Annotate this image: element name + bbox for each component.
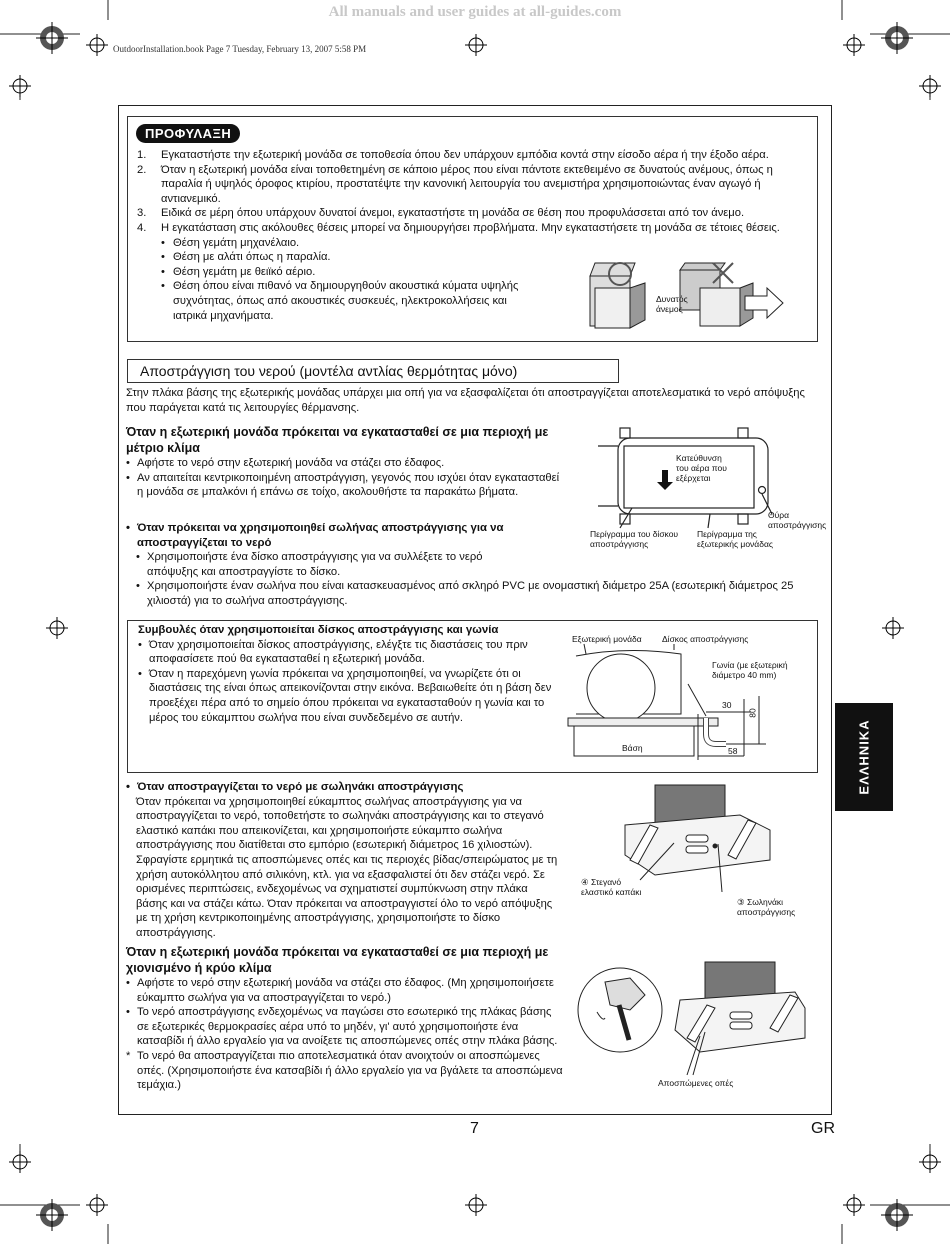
caution-badge: ΠΡΟΦΥΛΑΞΗ [136, 124, 240, 143]
wind-label: Δυνατός άνεμος [656, 294, 688, 314]
knockout-label: Αποσπώμενες οπές [658, 1078, 734, 1088]
caution-bullet: • Θέση γεμάτη μηχανέλαιο. [161, 236, 300, 249]
caution-item: 4. Η εγκατάσταση στις ακόλουθες θέσεις μπορεί να δημιουργήσει προβλήματα. Μην εγκαταστήσετε τη μονάδα σε τέτοιες θέσεις. [137, 221, 780, 234]
cold-bullet: • Το νερό αποστράγγισης ενδεχομένως να παγώσει στο εσωτερικό της πλάκας βάσης σε εξωτερικές θερμοκρασίες αέρα υπό το μηδέν, γι' αυτό χρησιμοποιήστε ένα κατσαβίδι ή άλλο εργαλείο για να ανοίξετε τις αποσπώμενες οπές στην πλάκα βάσης. [126, 1006, 558, 1048]
drain-tray-label: Δίσκος αποστράγγισης [662, 634, 749, 644]
language-tab: ΕΛΛΗΝΙΚΑ [835, 703, 893, 811]
caution-item: 3. Ειδικά σε μέρη όπου υπάρχουν δυνατοί άνεμοι, εγκαταστήστε τη μονάδα σε θέση που προφυλάσσεται από τον άνεμο. [137, 207, 745, 220]
mild-bullet: • Αφήστε το νερό στην εξωτερική μονάδα να στάζει στο έδαφος. [126, 457, 445, 469]
base-label: Βάση [622, 743, 643, 753]
hose-bullet: • Χρησιμοποιήστε ένα δίσκο αποστράγγισης για να συλλέξετε το νερό απόψυξης και αποστραγγίστε το δίσκο. [136, 551, 483, 578]
cold-bullet: • Αφήστε το νερό στην εξωτερική μονάδα να στάζει στο έδαφος. (Μη χρησιμοποιήσετε εύκαμπτο σωλήνα για να αποστραγγίζεται το νερό.) [126, 977, 554, 1004]
language-code: GR [811, 1120, 835, 1137]
watermark: All manuals and user guides at all-guides.com [328, 4, 622, 20]
tips-bullet: • Όταν χρησιμοποιείται δίσκος αποστράγγισης, ελέγξτε τις διαστάσεις του πριν αποφασίσετε πού θα εγκατασταθεί η εξωτερική μονάδα. [138, 638, 528, 666]
caution-bullet: • Θέση με αλάτι όπως η παραλία. [161, 251, 331, 264]
nipple-block: • Όταν αποστραγγίζεται το νερό με σωληνάκι αποστράγγισης Όταν πρόκειται να χρησιμοποιηθεί εύκαμπτος σωλήνας αποστράγγισης για να αποστραγγίζεται το νερό, τοποθετήστε το σωληνάκι αποστράγγισης και το στεγανό ελαστικό καπάκι που απεικονίζεται, και χρησιμοποιήστε εύκαμπτο σωλήνα αποστράγγισης που διατίθεται στο εμπόριο (εσωτερική διάμετρος 16 χιλιοστών). Σφραγίστε ερμητικά τις αποσπώμενες οπές και τις περιοχές βίδας/σπειρώματος με τη χρήση αυτοκόλλητου από σιλικόνη, κτλ. για να εξασφαλιστεί ότι δεν στάζει νερό. Σε ορισμένες περιπτώσεις, ενδεχομένως να σχηματιστεί συμπύκνωση στην πλάκα βάσης και να στάζει κάτω. Όταν πρόκειται να αποστραγγιστεί όλο το νερό απόψυξης με τη χρήση κεντρικοποιημένης αποστράγγισης, χρησιμοποιήστε το δίσκο αποστράγγισης. [126, 781, 558, 939]
book-header-line: OutdoorInstallation.book Page 7 Tuesday, February 13, 2007 5:58 PM [113, 44, 367, 54]
hose-heading: Όταν πρόκειται να χρησιμοποιηθεί σωλήνας αποστράγγισης για να αποστραγγίζεται το νερό [137, 522, 504, 549]
page-number: 7 [470, 1120, 479, 1137]
mild-climate-block [126, 424, 566, 500]
tips-block [138, 623, 558, 725]
dim-58-label: 58 [728, 746, 738, 756]
mild-bullet: • Αν απαιτείται κεντρικοποιημένη αποστράγγιση, γεγονός που ισχύει όταν εγκατασταθεί η μονάδα σε μπαλκόνι ή επάνω σε τοίχο, ακολουθήστε τα παρακάτω βήματα. [126, 471, 560, 499]
caution-bullet: • Θέση όπου είναι πιθανό να δημιουργηθούν ακουστικά κύματα υψηλής συχνότητας, όπως από ακουστικές συσκευές, ηλεκτροκολλήσεις και ιατρικά μηχανήματα. [161, 280, 519, 322]
outdoor-unit-label: Εξωτερική μονάδα [572, 634, 642, 644]
rubber-cap-label: ④ Στεγανό ελαστικό καπάκι [581, 877, 642, 897]
cold-block [126, 944, 566, 1093]
knockout-hole-diagram [575, 960, 815, 1080]
dim-30-label: 30 [722, 700, 732, 710]
hose-heading-block: • Όταν πρόκειται να χρησιμοποιηθεί σωλήνας αποστράγγισης για να αποστραγγίζεται το νερό [126, 521, 546, 550]
mild-heading: Όταν η εξωτερική μονάδα πρόκειται να εγκατασταθεί σε μια περιοχή με μέτριο κλίμα [126, 425, 549, 455]
cold-bullet: * Το νερό θα αποστραγγίζεται πιο αποτελεσματικά όταν ανοιχτούν οι αποσπώμενες οπές. (Χρησιμοποιήστε ένα κατσαβίδι ή άλλο εργαλείο για να βγάλετε τα αποσπώμενα τεμάχια.) [126, 1049, 563, 1092]
cold-heading: Όταν η εξωτερική μονάδα πρόκειται να εγκατασταθεί σε μια περιοχή με χιονισμένο ή κρύο κλίμα [126, 945, 549, 975]
tray-outline-label: Περίγραμμα του δίσκου αποστράγγισης [590, 529, 679, 549]
caution-bullet: • Θέση γεμάτη με θειϊκό αέριο. [161, 265, 316, 278]
hose-bullets [136, 550, 826, 608]
drain-port-label: Θύρα αποστράγγισης [768, 510, 827, 530]
dim-80-label: 80 [747, 708, 758, 718]
drain-nipple-label: ③ Σωληνάκι αποστράγγισης [737, 897, 796, 917]
caution-item: 2. Όταν η εξωτερική μονάδα είναι τοποθετημένη σε κάποιο μέρος που είναι πάντοτε εκτεθειμένο σε δυνατούς ανέμους, όπως η παραλία ή υψηλός όροφος κτιρίου, προστατέψτε την κανονική λειτουργία του ανεμιστήρα χρησιμοποιώντας έναν αγωγό ή αντιανεμικό. [137, 163, 773, 205]
drain-intro: Στην πλάκα βάσης της εξωτερικής μονάδας υπάρχει μια οπή για να εξασφαλίζεται ότι αποστραγγίζεται αποτελεσματικά το νερό απόψυξης που παράγεται κατά τις λειτουργίες θέρμανσης. [126, 387, 805, 414]
caution-item: 1. Εγκαταστήστε την εξωτερική μονάδα σε τοποθεσία όπου δεν υπάρχουν εμπόδια κοντά στην είσοδο αέρα ή την έξοδο αέρα. [137, 149, 769, 161]
air-direction-label: Κατεύθυνση του αέρα που εξέρχεται [676, 453, 727, 483]
hose-bullet: • Χρησιμοποιήστε έναν σωλήνα που είναι κατασκευασμένος από σκληρό PVC με ονομαστική διάμετρο 25A (εσωτερική διάμετρος 25 χιλιοστά) για το σωλήνα αποστράγγισης. [136, 580, 794, 607]
unit-outline-label: Περίγραμμα της εξωτερικής μονάδας [697, 529, 773, 549]
nipple-heading: Όταν αποστραγγίζεται το νερό με σωληνάκι αποστράγγισης [137, 781, 464, 793]
tips-bullet: • Όταν η παρεχόμενη γωνία πρόκειται να χρησιμοποιηθεί, να γνωρίζετε ότι οι διαστάσεις της είναι όπως απεικονίζονται στην εικόνα. Βεβαιωθείτε ότι η βάση δεν προεξέχει πέρα από το σημείο όπου πρόκειται να εγκατασταθούν η γωνία και το μέρος του εύκαμπτου σωλήνα που είναι συνδεδεμένο σε αυτήν. [138, 667, 552, 724]
elbow-label: Γωνία (με εξωτερική διάμετρο 40 mm) [712, 660, 788, 680]
drain-nipple-diagram [610, 780, 810, 890]
nipple-text: Όταν πρόκειται να χρησιμοποιηθεί εύκαμπτος σωλήνας αποστράγγισης για να αποστραγγίζεται το νερό, τοποθετήστε το σωληνάκι αποστράγγισης και το στεγανό ελαστικό καπάκι που απεικονίζεται, και χρησιμοποιήστε εύκαμπτο σωλήνα αποστράγγισης που διατίθεται στο εμπόριο (εσωτερική διάμετρος 16 χιλιοστών). Σφραγίστε ερμητικά τις αποσπώμενες οπές και τις περιοχές βίδας/σπειρώματος με τη χρήση αυτοκόλλητου από σιλικόνη, κτλ. για να εξασφαλιστεί ότι δεν στάζει νερό. Σε ορισμένες περιπτώσεις, ενδεχομένως να σχηματιστεί συμπύκνωση στην πλάκα βάσης και να στάζει κάτω. Όταν πρόκειται να αποστραγγιστεί όλο το νερό απόψυξης με τη χρήση κεντρικοποιημένης αποστράγγισης, χρησιμοποιήστε το δίσκο αποστράγγισης. [136, 795, 558, 939]
tips-heading: Συμβουλές όταν χρησιμοποιείται δίσκος αποστράγγισης και γωνία [138, 624, 499, 636]
section-title: Αποστράγγιση του νερού (μοντέλα αντλίας θερμότητας μόνο) [127, 359, 619, 383]
